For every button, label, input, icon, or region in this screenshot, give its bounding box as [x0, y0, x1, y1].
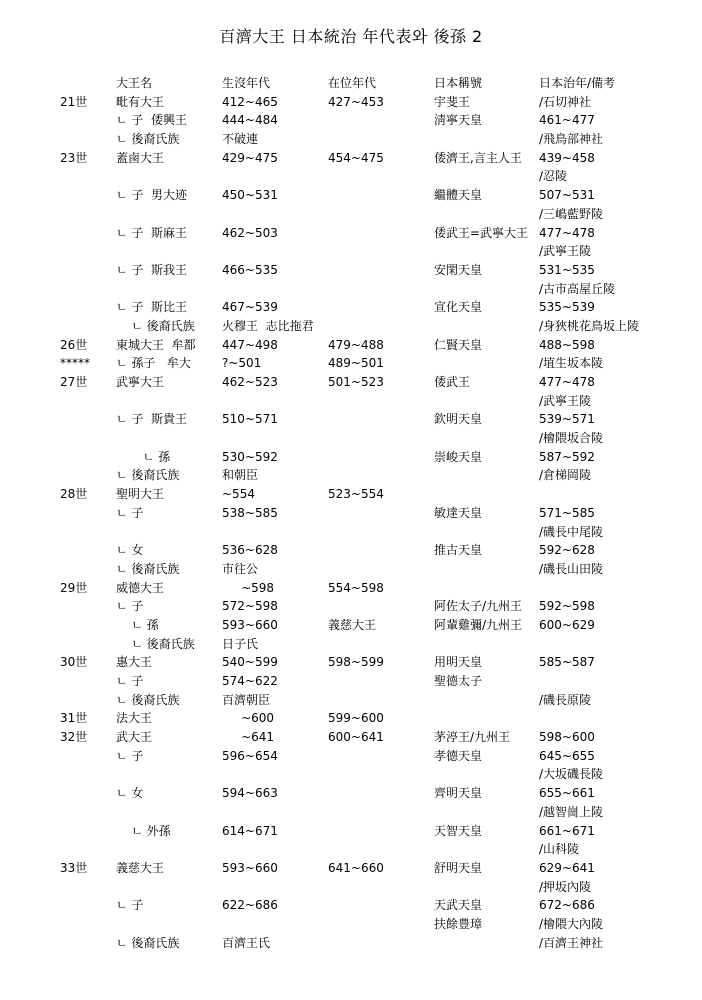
- life-years-cell: 火穆王 志比拖君: [222, 318, 314, 333]
- note-cell: /飛鳥部神社: [539, 132, 604, 147]
- table-row: [0, 840, 702, 859]
- japanese-name-cell: 欽明天皇: [434, 412, 483, 427]
- note-cell: /大坂磯長陵: [539, 767, 604, 782]
- king-name-cell: 東城大王 牟都: [116, 337, 196, 352]
- table-row: [0, 354, 702, 373]
- life-years-cell: ~554: [222, 487, 255, 502]
- king-name-cell: ㄴ 女: [116, 543, 144, 558]
- reign-years-cell: 454~475: [328, 150, 384, 165]
- life-years-cell: 596~654: [222, 748, 278, 763]
- life-years-cell: 467~539: [222, 300, 278, 315]
- table-row: [0, 822, 702, 841]
- japanese-name-cell: 阿輩雞彌/九州王: [434, 617, 523, 632]
- table-header: [0, 74, 702, 93]
- note-cell: 600~629: [539, 617, 595, 632]
- life-years-cell: 429~475: [222, 150, 278, 165]
- king-name-cell: 武大王: [116, 730, 153, 745]
- note-cell: 439~458: [539, 150, 595, 165]
- note-cell: 488~598: [539, 337, 595, 352]
- note-cell: 461~477: [539, 113, 595, 128]
- table-row: [0, 579, 702, 598]
- header-note: 日本治年/備考: [539, 76, 616, 90]
- note-cell: 571~585: [539, 505, 595, 520]
- king-name-cell: 聖明大王: [116, 487, 165, 502]
- note-cell: /武寧王陵: [539, 393, 592, 408]
- note-cell: /檜隈大內陵: [539, 916, 604, 931]
- reign-years-cell: 554~598: [328, 580, 384, 595]
- life-years-cell: 594~663: [222, 786, 278, 801]
- table-row: [0, 336, 702, 355]
- king-name-cell: ㄴ 外孫: [116, 823, 171, 838]
- japanese-name-cell: 齊明天皇: [434, 786, 483, 801]
- japanese-name-cell: 扶餘豊璋: [434, 916, 483, 931]
- note-cell: /檜隈坂合陵: [539, 431, 604, 446]
- japanese-name-cell: 茅渟王/九州王: [434, 730, 511, 745]
- life-years-cell: 614~671: [222, 823, 278, 838]
- table-row: [0, 373, 702, 392]
- japanese-name-cell: 舒明天皇: [434, 860, 483, 875]
- japanese-name-cell: 用明天皇: [434, 655, 483, 670]
- note-cell: /押坂內陵: [539, 879, 592, 894]
- reign-years-cell: 598~599: [328, 655, 384, 670]
- king-name-cell: ㄴ 子 斯麻王: [116, 225, 188, 240]
- table-row: [0, 410, 702, 429]
- note-cell: 645~655: [539, 748, 595, 763]
- table-row: [0, 765, 702, 784]
- header-name: 大王名: [116, 76, 153, 90]
- header-life: 生沒年代: [222, 76, 271, 90]
- life-years-cell: 市往公: [222, 561, 259, 576]
- king-name-cell: ㄴ 子 男大迹: [116, 188, 188, 203]
- table-row: [0, 709, 702, 728]
- note-cell: 535~539: [539, 300, 595, 315]
- table-row: [0, 392, 702, 411]
- king-name-cell: ㄴ 後裔氏族: [116, 468, 180, 483]
- japanese-name-cell: 敏達天皇: [434, 505, 483, 520]
- life-years-cell: 百濟朝臣: [222, 692, 271, 707]
- life-years-cell: 450~531: [222, 188, 278, 203]
- note-cell: /山科陵: [539, 842, 580, 857]
- note-cell: 539~571: [539, 412, 595, 427]
- king-name-cell: ㄴ 子: [116, 748, 144, 763]
- note-cell: /武寧王陵: [539, 244, 592, 259]
- king-name-cell: ㄴ 子: [116, 674, 144, 688]
- note-cell: 629~641: [539, 860, 595, 875]
- table-row: [0, 242, 702, 261]
- note-cell: 655~661: [539, 786, 595, 801]
- life-years-cell: ~598: [222, 580, 275, 595]
- life-years-cell: 447~498: [222, 337, 278, 352]
- reign-years-cell: 599~600: [328, 711, 384, 726]
- generation-cell: 33世: [60, 860, 88, 875]
- life-years-cell: 593~660: [222, 860, 278, 875]
- reign-years-cell: 600~641: [328, 730, 384, 745]
- japanese-name-cell: 聖德太子: [434, 674, 483, 688]
- generation-cell: 31世: [60, 711, 88, 726]
- japanese-name-cell: 繼體天皇: [434, 188, 483, 203]
- generation-cell: *****: [60, 356, 90, 371]
- life-years-cell: 536~628: [222, 543, 278, 558]
- note-cell: 587~592: [539, 449, 595, 464]
- life-years-cell: 412~465: [222, 94, 278, 109]
- table-row: [0, 803, 702, 822]
- king-name-cell: 法大王: [116, 711, 153, 726]
- table-row: [0, 111, 702, 130]
- note-cell: /古市高屋丘陵: [539, 281, 616, 296]
- note-cell: /磯長原陵: [539, 692, 592, 707]
- table-row: [0, 93, 702, 112]
- japanese-name-cell: 推古天皇: [434, 543, 483, 558]
- life-years-cell: 不破連: [222, 132, 259, 147]
- table-row: [0, 317, 702, 336]
- reign-years-cell: 641~660: [328, 860, 384, 875]
- table-row: [0, 859, 702, 878]
- king-name-cell: ㄴ 後裔氏族: [116, 636, 195, 651]
- table-row: [0, 466, 702, 485]
- table-row: [0, 616, 702, 635]
- reign-years-cell: 427~453: [328, 94, 384, 109]
- table-row: [0, 205, 702, 224]
- king-name-cell: 武寧大王: [116, 375, 165, 389]
- life-years-cell: ?~501: [222, 356, 262, 371]
- note-cell: 507~531: [539, 188, 595, 203]
- king-name-cell: ㄴ 孫: [116, 449, 171, 464]
- table-row: [0, 896, 702, 915]
- table-row: [0, 560, 702, 579]
- note-cell: 672~686: [539, 898, 595, 913]
- life-years-cell: 和朝臣: [222, 468, 259, 483]
- table-row: [0, 934, 702, 953]
- life-years-cell: 538~585: [222, 505, 278, 520]
- table-row: [0, 149, 702, 168]
- note-cell: /忍陵: [539, 169, 568, 184]
- note-cell: /三嶋藍野陵: [539, 206, 604, 221]
- table-row: [0, 878, 702, 897]
- life-years-cell: 462~503: [222, 225, 278, 240]
- reign-years-cell: 523~554: [328, 487, 384, 502]
- king-name-cell: 義慈大王: [116, 860, 165, 875]
- note-cell: /百濟王神社: [539, 935, 604, 950]
- header-japanese-name: 日本稱號: [434, 76, 483, 90]
- header-reign: 在位年代: [328, 76, 377, 90]
- reign-years-cell: 479~488: [328, 337, 384, 352]
- life-years-cell: 466~535: [222, 262, 278, 277]
- japanese-name-cell: 孝德天皇: [434, 748, 483, 763]
- chronology-table: [0, 74, 702, 952]
- reign-years-cell: 489~501: [328, 356, 384, 371]
- table-row: [0, 747, 702, 766]
- king-name-cell: ㄴ 子 倭興王: [116, 113, 188, 128]
- king-name-cell: 毗有大王: [116, 94, 165, 109]
- king-name-cell: ㄴ 子 斯貴王: [116, 412, 188, 427]
- japanese-name-cell: 淸寧天皇: [434, 113, 483, 128]
- life-years-cell: 593~660: [222, 617, 278, 632]
- japanese-name-cell: 倭武王=武寧大王: [434, 225, 529, 240]
- note-cell: /磯長中尾陵: [539, 524, 604, 539]
- japanese-name-cell: 仁賢天皇: [434, 337, 483, 352]
- note-cell: /倉梯岡陵: [539, 468, 592, 483]
- japanese-name-cell: 倭武王: [434, 375, 471, 389]
- note-cell: 592~598: [539, 599, 595, 614]
- king-name-cell: 惠大王: [116, 655, 153, 670]
- table-row: [0, 672, 702, 691]
- table-row: [0, 298, 702, 317]
- note-cell: /埴生坂本陵: [539, 356, 604, 371]
- table-row: [0, 448, 702, 467]
- table-row: [0, 523, 702, 542]
- japanese-name-cell: 宇斐王: [434, 94, 471, 109]
- life-years-cell: 540~599: [222, 655, 278, 670]
- king-name-cell: ㄴ 後裔氏族: [116, 318, 195, 333]
- reign-years-cell: 義慈大王: [328, 617, 377, 632]
- king-name-cell: 威德大王: [116, 580, 165, 595]
- king-name-cell: ㄴ 子 斯比王: [116, 300, 188, 315]
- king-name-cell: 蓋鹵大王: [116, 150, 165, 165]
- generation-cell: 30世: [60, 655, 88, 670]
- note-cell: 585~587: [539, 655, 595, 670]
- note-cell: 477~478: [539, 225, 595, 240]
- king-name-cell: ㄴ 子: [116, 898, 144, 913]
- king-name-cell: ㄴ 子: [116, 599, 144, 614]
- table-row: [0, 261, 702, 280]
- life-years-cell: ~600: [222, 711, 275, 726]
- table-row: [0, 167, 702, 186]
- japanese-name-cell: 阿佐太子/九州王: [434, 599, 523, 614]
- king-name-cell: ㄴ 孫子 牟大: [116, 356, 191, 371]
- note-cell: /磯長山田陵: [539, 561, 604, 576]
- japanese-name-cell: 崇峻天皇: [434, 449, 483, 464]
- king-name-cell: ㄴ 孫: [116, 617, 159, 632]
- generation-cell: 32世: [60, 730, 88, 745]
- table-row: [0, 429, 702, 448]
- table-row: [0, 635, 702, 654]
- life-years-cell: 574~622: [222, 674, 278, 688]
- table-row: [0, 224, 702, 243]
- life-years-cell: 510~571: [222, 412, 278, 427]
- page-title: 百濟大王 日本統治 年代表와 後孫 2: [219, 27, 483, 46]
- table-row: [0, 541, 702, 560]
- table-row: [0, 186, 702, 205]
- table-row: [0, 784, 702, 803]
- generation-cell: 26世: [60, 337, 88, 352]
- king-name-cell: ㄴ 後裔氏族: [116, 935, 180, 950]
- note-cell: 531~535: [539, 262, 595, 277]
- note-cell: 592~628: [539, 543, 595, 558]
- table-row: [0, 653, 702, 672]
- king-name-cell: ㄴ 子 斯我王: [116, 262, 188, 277]
- life-years-cell: 462~523: [222, 375, 278, 389]
- king-name-cell: ㄴ 子: [116, 505, 144, 520]
- generation-cell: 27世: [60, 375, 88, 389]
- note-cell: 598~600: [539, 730, 595, 745]
- life-years-cell: 530~592: [222, 449, 278, 464]
- table-row: [0, 504, 702, 523]
- note-cell: /越智崗上陵: [539, 804, 604, 819]
- note-cell: 477~478: [539, 375, 595, 389]
- generation-cell: 21世: [60, 94, 88, 109]
- king-name-cell: ㄴ 後裔氏族: [116, 561, 180, 576]
- japanese-name-cell: 天武天皇: [434, 898, 483, 913]
- king-name-cell: ㄴ 後裔氏族: [116, 132, 180, 147]
- note-cell: 661~671: [539, 823, 595, 838]
- note-cell: /石切神社: [539, 94, 592, 109]
- japanese-name-cell: 宣化天皇: [434, 300, 483, 315]
- life-years-cell: 百濟王氏: [222, 935, 271, 950]
- table-row: [0, 485, 702, 504]
- japanese-name-cell: 安閑天皇: [434, 262, 483, 277]
- life-years-cell: 444~484: [222, 113, 278, 128]
- table-row: [0, 130, 702, 149]
- generation-cell: 29世: [60, 580, 88, 595]
- table-row: [0, 280, 702, 299]
- note-cell: /身狹桃花鳥坂上陵: [539, 318, 640, 333]
- japanese-name-cell: 倭濟王,言主人王: [434, 150, 522, 165]
- table-row: [0, 691, 702, 710]
- life-years-cell: 572~598: [222, 599, 278, 614]
- generation-cell: 28世: [60, 487, 88, 502]
- table-row: [0, 915, 702, 934]
- generation-cell: 23世: [60, 150, 88, 165]
- life-years-cell: ~641: [222, 730, 275, 745]
- king-name-cell: ㄴ 女: [116, 786, 144, 801]
- king-name-cell: ㄴ 後裔氏族: [116, 692, 180, 707]
- life-years-cell: 日子氏: [222, 636, 259, 651]
- table-row: [0, 728, 702, 747]
- life-years-cell: 622~686: [222, 898, 278, 913]
- table-row: [0, 597, 702, 616]
- japanese-name-cell: 天智天皇: [434, 823, 483, 838]
- reign-years-cell: 501~523: [328, 375, 384, 389]
- table-body: [0, 93, 702, 953]
